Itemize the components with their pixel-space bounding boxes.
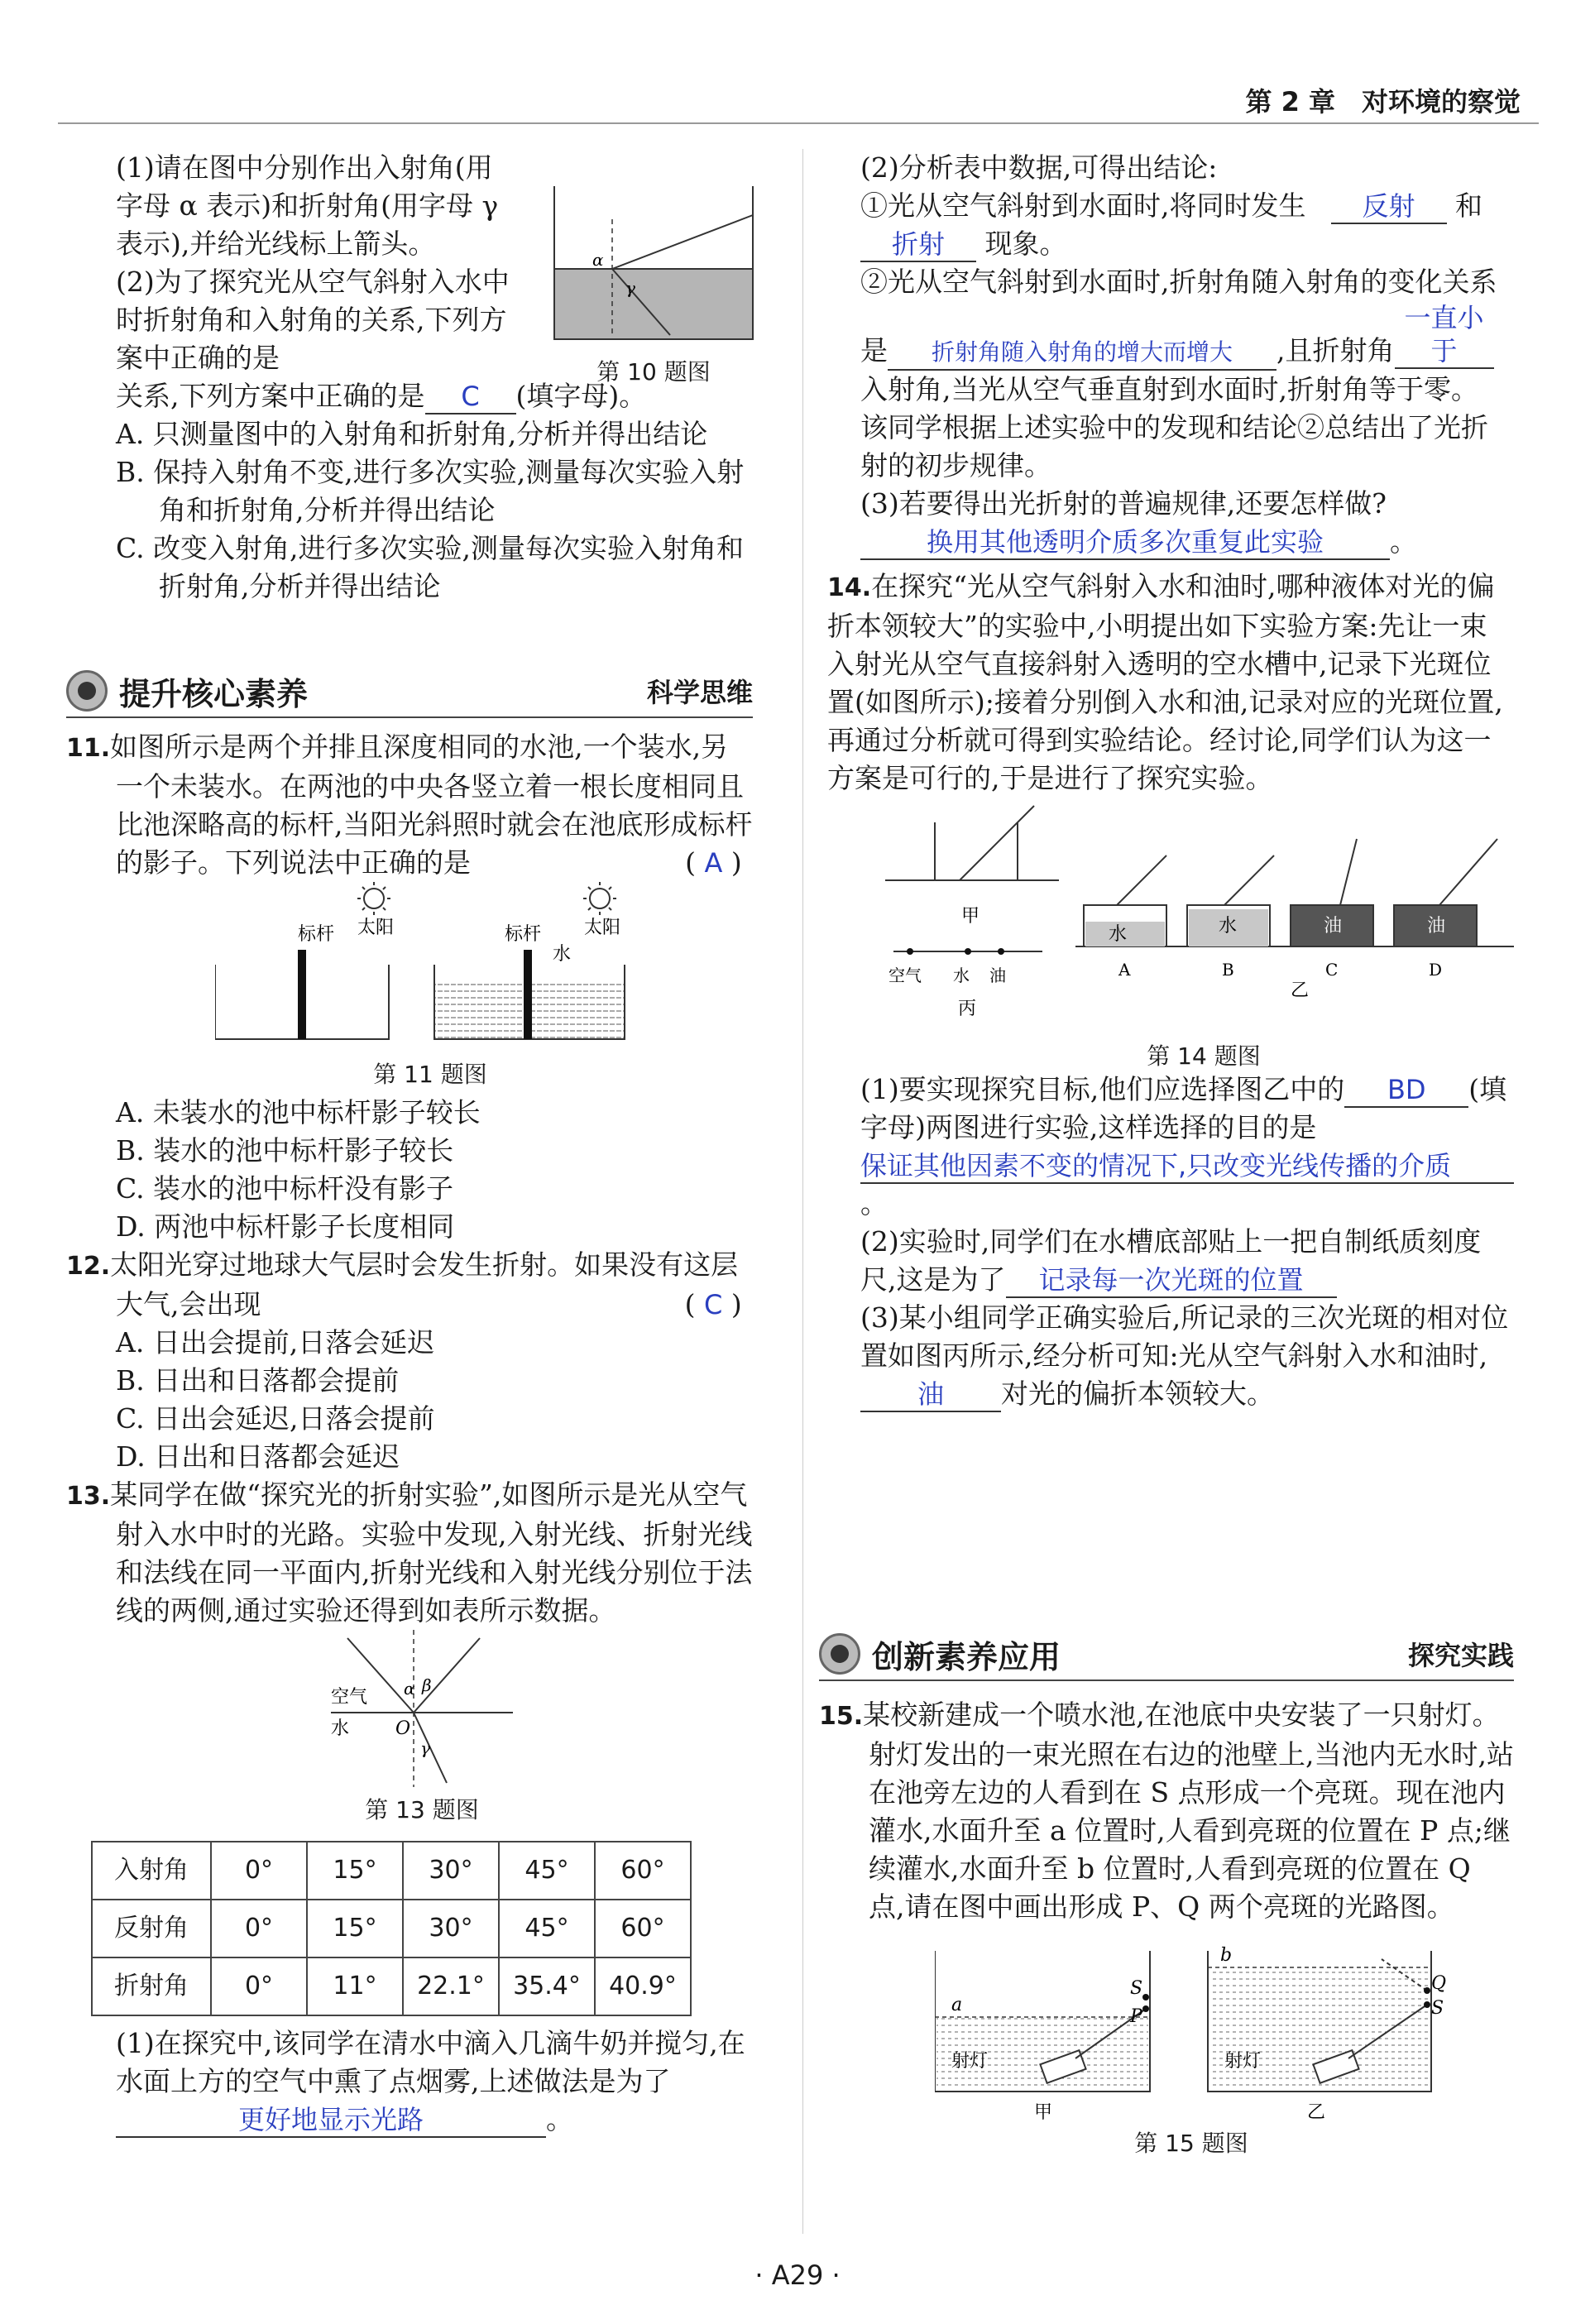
section-rule [66, 716, 753, 718]
q13-part2: (2)分析表中数据,可得出结论: [860, 151, 1218, 184]
q13-part2b-text: ②光从空气斜射到水面时,折射角随入射角的变化关系是 [860, 266, 1497, 367]
q14-figure [860, 798, 1514, 1071]
q11-option-b: B. 装水的池中标杆影子较长 [116, 1134, 454, 1167]
svg-text:B: B [1222, 960, 1234, 980]
q14-part3-text: (3)某小组同学正确实验后,所记录的三次光斑的相对位置如图丙所示,经分析可知:光从空气斜射入水和油时, [860, 1301, 1509, 1372]
header-rule [58, 122, 1539, 124]
table-row [92, 1900, 691, 1957]
svg-text:γ: γ [625, 278, 635, 298]
jia-label: 甲 [961, 906, 980, 927]
q14-part1-mid: (填字母)两图进行实验,这样选择的目的是 [860, 1073, 1507, 1143]
table-cell: 45° [499, 1842, 595, 1900]
section-bullet-icon [66, 670, 108, 712]
q13-part2a-text: ①光从空气斜射到水面时,将同时发生 [860, 189, 1306, 222]
table-cell: 45° [499, 1900, 595, 1957]
svg-text:油: 油 [1427, 916, 1446, 937]
left-column-lower [66, 728, 753, 2139]
table-cell: 22.1° [403, 1957, 499, 2015]
q14-part1-text: (1)要实现探究目标,他们应选择图乙中的 [860, 1073, 1345, 1105]
pole-label-2: 标杆 [505, 924, 542, 945]
water-label: 水 [331, 1718, 350, 1739]
q12-answer: C [704, 1289, 723, 1320]
q14-part2-text: (2)实验时,同学们在水槽底部贴上一把自制纸质刻度尺,这是为了 [860, 1225, 1482, 1296]
q14-text: 在探究“光从空气斜射入水和油时,哪种液体对光的偏折本领较大”的实验中,小明提出如下实验方案:先让一束入射光从空气直接斜射入透明的空水槽中,记录下光斑位置(如图所示);接着分别倒入水和油,记录对应的光斑位置,再通过分析就可得到实验结论。经讨论,同学们认为这一方案是可行的,于是进行了探究实验。 [827, 570, 1503, 794]
q12-option-c: C. 日出会延迟,日落会提前 [116, 1402, 435, 1435]
q10-option-a: A. 只测量图中的入射角和折射角,分析并得出结论 [116, 418, 708, 450]
q13-diagram [331, 1630, 513, 1787]
question-14 [827, 568, 1514, 798]
q14-part3 [860, 1299, 1514, 1413]
q10-option-c: C. 改变入射角,进行多次实验,测量每次实验入射角和折射角,分析并得出结论 [116, 532, 745, 602]
q11-answer: A [704, 847, 723, 879]
section-title: 创新素养应用 [872, 1638, 1061, 1675]
table-cell: 反射角 [92, 1900, 211, 1957]
bing-label: 丙 [958, 999, 977, 1019]
column-divider [802, 149, 803, 2234]
q13-part2a [860, 187, 1514, 263]
question-13 [66, 1476, 753, 1630]
svg-text:水: 水 [1109, 924, 1128, 945]
reflection-answer: 反射 [1331, 189, 1447, 224]
q11-diagram [215, 882, 645, 1047]
question-12 [66, 1246, 753, 1324]
svg-text:S: S [1431, 1998, 1444, 2019]
svg-text:α: α [404, 1679, 415, 1699]
q12-text: 太阳光穿过地球大气层时会发生折射。如果没有这层大气,会出现 [110, 1248, 739, 1320]
air-label: 空气 [331, 1687, 368, 1708]
left-column [116, 149, 761, 606]
section-title: 提升核心素养 [119, 675, 309, 712]
svg-text:油: 油 [989, 966, 1006, 985]
table-cell: 40.9° [595, 1957, 691, 2015]
q13-part2c: 该同学根据上述实验中的发现和结论②总结出了光折射的初步规律。 [860, 411, 1488, 482]
q11-text: 如图所示是两个并排且深度相同的水池,一个装水,另一个未装水。在两池的中央各竖立着一根长度相同且比池深略高的标杆,当阳光斜照时就会在池底形成标杆的影子。下列说法中正确的是 [110, 731, 753, 879]
phenomenon-text: 现象。 [984, 228, 1067, 260]
table-cell: 11° [307, 1957, 403, 2015]
q14-number: 14. [827, 573, 872, 602]
pole-label-1: 标杆 [298, 924, 335, 945]
q10-part2-text: (2)为了探究光从空气斜射入水中时折射角和入射角的关系,下列方案中正确的是 [116, 266, 510, 374]
svg-text:甲: 甲 [1034, 2102, 1053, 2123]
sun-label-2: 太阳 [584, 918, 621, 938]
q14-part1: (1)要实现探究目标,他们应选择图乙中的 BD (填字母)两图进行实验,这样选择的目的是保证其他因素不变的情况下,只改变光线传播的介质。 [860, 1071, 1514, 1223]
svg-text:油: 油 [1324, 916, 1343, 937]
q15-number: 15. [819, 1702, 864, 1731]
section-bullet-icon [819, 1633, 860, 1675]
table-cell: 入射角 [92, 1842, 211, 1900]
yi-label: 乙 [1291, 980, 1310, 1001]
q12-number: 12. [66, 1252, 111, 1281]
q13-part3: (3)若要得出光折射的普遍规律,还要怎样做?换用其他透明介质多次重复此实验 。 [860, 485, 1514, 561]
svg-text:a: a [951, 1995, 963, 2015]
q11-number: 11. [66, 734, 111, 763]
table-cell: 35.4° [499, 1957, 595, 2015]
table-cell: 15° [307, 1900, 403, 1957]
q13-text: 某同学在做“探究光的折射实验”,如图所示是光从空气射入水中时的光路。实验中发现,入射光线、折射光线和法线在同一平面内,折射光线和入射光线分别位于法线的两侧,通过实验还得到如表所示数据。 [110, 1478, 753, 1627]
q10-part1: (1)请在图中分别作出入射角(用字母 α 表示)和折射角(用字母 γ 表示),并给光线标上箭头。 [116, 151, 499, 260]
svg-text:空气: 空气 [889, 966, 922, 985]
q14-part3-end: 对光的偏折本领较大。 [1001, 1378, 1274, 1410]
q13-number: 13. [66, 1482, 111, 1511]
q13-caption: 第 13 题图 [365, 1796, 479, 1823]
q15-diagram [935, 1943, 1448, 2125]
table-cell: 30° [403, 1842, 499, 1900]
q14-caption: 第 14 题图 [1147, 1042, 1261, 1070]
q12-option-b: B. 日出和日落都会提前 [116, 1364, 400, 1397]
q12-paren: ( C ) [684, 1288, 742, 1320]
sun-icon [357, 882, 390, 915]
q11-figure [215, 882, 753, 1056]
question-11 [66, 728, 753, 882]
table-cell: 折射角 [92, 1957, 211, 2015]
sun-label-1: 太阳 [357, 918, 395, 938]
q13-data-table [91, 1841, 692, 2016]
question-15 [819, 1696, 1514, 1926]
table-cell: 0° [211, 1957, 307, 2015]
section-tag: 科学思维 [646, 677, 753, 708]
q11-paren: ( A ) [685, 846, 742, 879]
q15-text: 某校新建成一个喷水池,在池底中央安装了一只射灯。射灯发出的一束光照在右边的池壁上,当池内无水时,站在池旁左边的人看到在 S 点形成一个亮斑。现在池内灌水,水面升至 a 位置时,人看到亮斑的位置在 P 点;继续灌水,水面升至 b 位置时,人看到亮斑的位置在 Q 点,请在图中画出形成 P、Q 两个亮斑的光路图。 [863, 1699, 1514, 1923]
page-number: · A29 · [754, 2259, 841, 2291]
q11-option-d: D. 两池中标杆影子长度相同 [116, 1210, 455, 1243]
svg-text:γ: γ [420, 1738, 430, 1758]
q13-part3-answer: 换用其他透明介质多次重复此实验 [860, 525, 1390, 560]
water-label: 水 [553, 944, 572, 965]
origin-label: O [395, 1718, 411, 1739]
section-innovation [819, 1630, 1514, 1678]
table-cell: 15° [307, 1842, 403, 1900]
q10-part2 [116, 263, 513, 377]
q13-part2b-mid: ,且折射角 [1276, 334, 1395, 367]
q13-figure [331, 1630, 753, 1791]
svg-text:射灯: 射灯 [1224, 2051, 1262, 2072]
svg-text:A: A [1118, 960, 1131, 980]
svg-text:水: 水 [953, 966, 970, 985]
and-text: 和 [1455, 189, 1482, 222]
q13-part1-text: (1)在探究中,该同学在清水中滴入几滴牛奶并搅匀,在水面上方的空气中熏了点烟雾,上述做法是为了 [116, 2027, 745, 2097]
right-column [827, 149, 1514, 1413]
q13-part1-answer: 更好地显示光路 [116, 2103, 546, 2138]
svg-text:Q: Q [1431, 1973, 1447, 1994]
svg-text:C: C [1325, 960, 1339, 980]
q13-part2b [860, 263, 1514, 409]
q10-suffix: (填字母)。 [515, 380, 647, 412]
q14-part2-answer: 记录每一次光斑的位置 [1006, 1263, 1337, 1298]
q10-figure [546, 186, 761, 391]
chapter-header: 第 2 章 对环境的察觉 [1245, 86, 1521, 117]
q14-part1-answer: BD [1344, 1073, 1468, 1108]
q10-answer-line: 关系,下列方案中正确的是 C (填字母)。 [116, 377, 761, 415]
table-cell: 0° [211, 1842, 307, 1900]
svg-text:b: b [1220, 1945, 1233, 1966]
svg-text:水: 水 [1219, 916, 1238, 937]
svg-text:S: S [1130, 1978, 1143, 1999]
q11-option-c: C. 装水的池中标杆没有影子 [116, 1172, 454, 1205]
section-rule [819, 1680, 1514, 1681]
q15-block [819, 1696, 1514, 2163]
q13-part1: (1)在探究中,该同学在清水中滴入几滴牛奶并搅匀,在水面上方的空气中熏了点烟雾,上述做法是为了更好地显示光路 。 [66, 2025, 753, 2139]
q14-part1-purpose-answer: 保证其他因素不变的情况下,只改变光线传播的介质 [860, 1149, 1514, 1184]
q12-option-a: A. 日出会提前,日落会延迟 [116, 1326, 435, 1358]
q14-part3-answer: 油 [860, 1378, 1001, 1412]
svg-text:乙: 乙 [1307, 2102, 1326, 2123]
svg-text:P: P [1130, 2006, 1142, 2027]
svg-text:α: α [592, 250, 604, 270]
table-cell: 60° [595, 1842, 691, 1900]
q15-caption: 第 15 题图 [1134, 2130, 1248, 2157]
q11-caption: 第 11 题图 [373, 1061, 487, 1088]
q12-option-d: D. 日出和日落都会延迟 [116, 1440, 400, 1473]
q10-caption: 第 10 题图 [596, 358, 711, 386]
q10-option-b: B. 保持入射角不变,进行多次实验,测量每次实验入射角和折射角,分析并得出结论 [116, 456, 745, 526]
always-less-answer: 一直小于 [1395, 301, 1494, 369]
lamp-label: 射灯 [951, 2051, 989, 2072]
svg-text:D: D [1429, 960, 1443, 980]
table-cell: 30° [403, 1900, 499, 1957]
table-cell: 0° [211, 1900, 307, 1957]
q10-diagram [546, 186, 761, 343]
table-row [92, 1957, 691, 2015]
section-tag: 探究实践 [1407, 1640, 1514, 1671]
q10-answer: C [425, 380, 516, 414]
section-core-literacy [66, 667, 753, 715]
svg-text:β: β [422, 1675, 432, 1695]
angle-relation-answer: 折射角随入射角的增大而增大 [888, 336, 1276, 371]
q14-diagram [860, 798, 1514, 1071]
refraction-answer: 折射 [860, 228, 976, 262]
table-cell: 60° [595, 1900, 691, 1957]
q15-figure [935, 1943, 1514, 2125]
q13-part3-text: (3)若要得出光折射的普遍规律,还要怎样做? [860, 487, 1387, 520]
q13-part2b-end: 入射角,当光从空气垂直射到水面时,折射角等于零。 [860, 373, 1478, 405]
q14-part2 [860, 1223, 1514, 1299]
table-row [92, 1842, 691, 1900]
q11-option-a: A. 未装水的池中标杆影子较长 [116, 1096, 481, 1128]
